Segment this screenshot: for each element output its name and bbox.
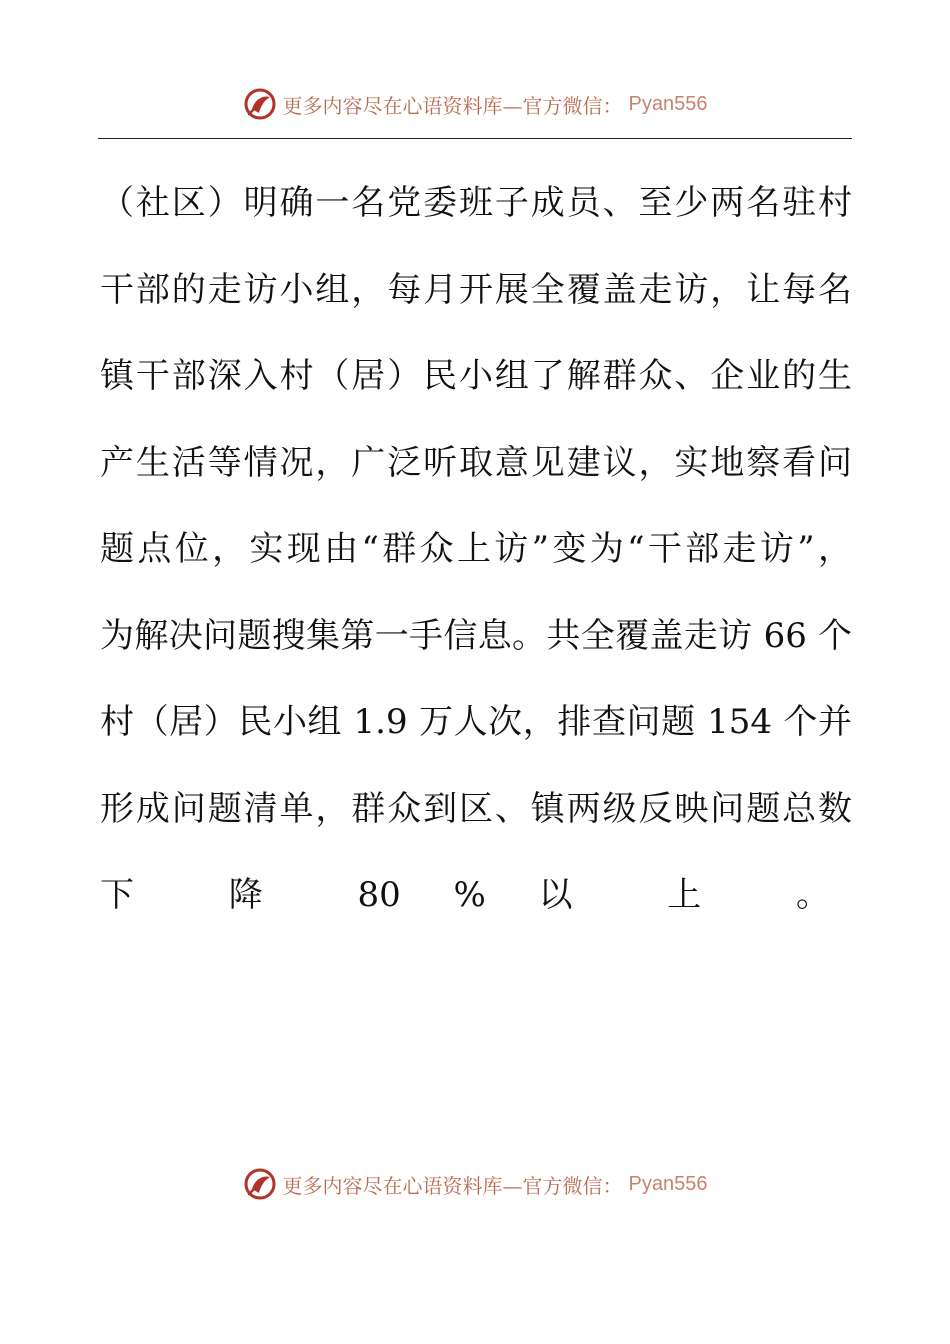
body-line-9: 下 降 80 % 以 上 。: [100, 875, 830, 915]
body-line-1: （社区）明确一名党委班子成员、至少两名驻村: [100, 183, 852, 223]
footer-brand-id: Pyan556: [628, 1172, 708, 1195]
body-line-6: 为解决问题搜集第一手信息。共全覆盖走访 66 个: [100, 615, 852, 656]
body-line-8: 形成问题清单，群众到区、镇两级反映问题总数: [100, 788, 852, 829]
footer-brand-text: 更多内容尽在心语资料库—官方微信：: [282, 1173, 623, 1198]
body-line-3: 镇干部深入村（居）民小组了解群众、企业的生: [100, 356, 852, 396]
header-divider: [98, 138, 852, 139]
header-brand-text: 更多内容尽在心语资料库—官方微信：: [282, 93, 623, 118]
brand-logo-icon: [243, 1167, 277, 1201]
brand-logo-icon: [243, 87, 277, 121]
header-brand-id: Pyan556: [628, 92, 708, 115]
header-brand: [0, 84, 950, 124]
footer-brand: [0, 1164, 950, 1204]
body-line-5: 题点位，实现由“群众上访”变为“干部走访”，: [100, 529, 852, 569]
body-line-2: 干部的走访小组，每月开展全覆盖走访，让每名: [100, 269, 852, 310]
body-line-7: 村（居）民小组 1.9 万人次，排查问题 154 个并: [100, 702, 852, 742]
document-body: [100, 160, 852, 939]
body-line-4: 产生活等情况，广泛听取意见建议，实地察看问: [100, 442, 852, 483]
